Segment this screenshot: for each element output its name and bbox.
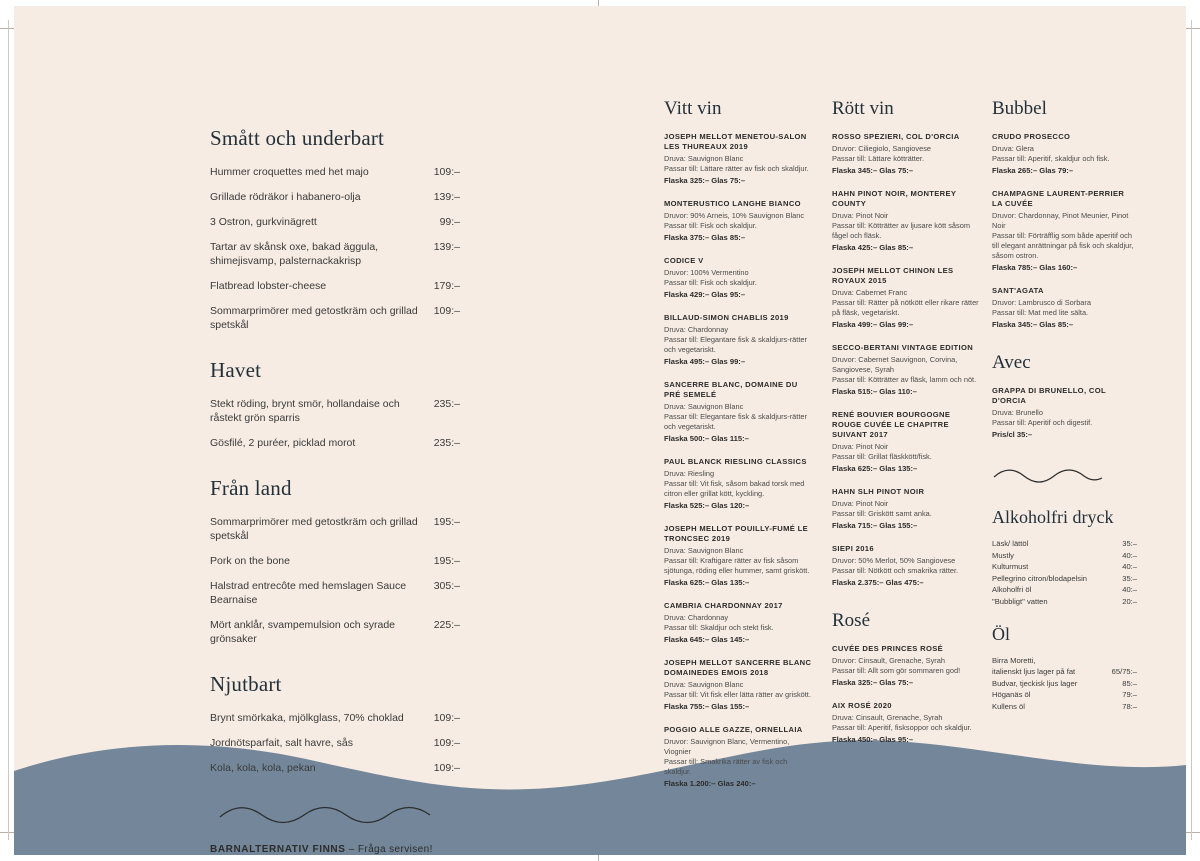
menu-item-price: 109:– bbox=[433, 762, 460, 774]
wine-price: Flaska 500:– Glas 115:– bbox=[664, 434, 749, 443]
wine-grape: Druva: Sauvignon Blanc bbox=[664, 680, 744, 689]
wine-grape: Druva: Pinot Noir bbox=[832, 211, 889, 220]
section-title-rose: Rosé bbox=[832, 610, 870, 631]
wine-grape: Druva: Chardonnay bbox=[664, 325, 729, 334]
wine-price: Flaska 515:– Glas 110:– bbox=[832, 387, 917, 396]
menu-item-name: Sommarprimörer med getostkräm och grillad spetskål bbox=[210, 305, 418, 331]
children-menu-text: – Fråga servisen! bbox=[345, 844, 433, 855]
wine-name: CHAMPAGNE LAURENT-PERRIER LA CUVÉE bbox=[992, 189, 1125, 208]
wine-price: Flaska 715:– Glas 155:– bbox=[832, 521, 918, 530]
beer-row bbox=[992, 678, 1137, 690]
wine-pairing: Passar till: Allt som gör sommaren god! bbox=[832, 666, 961, 675]
drink-name: Mustly bbox=[992, 550, 1014, 560]
menu-item-name: Halstrad entrecôte med hemslagen Sauce Bearnaise bbox=[210, 580, 407, 606]
wine-entry bbox=[832, 644, 980, 688]
wine-name: HAHN PINOT NOIR, MONTEREY COUNTY bbox=[832, 189, 957, 208]
section-title: Havet bbox=[210, 358, 262, 382]
wine-grape: Druva: Pinot Noir bbox=[832, 499, 889, 508]
wine-entry bbox=[992, 132, 1137, 176]
wine-pairing: Passar till: Lättare rätter av fisk och skaldjur. bbox=[664, 164, 809, 173]
wine-entry bbox=[992, 189, 1137, 273]
wine-entry bbox=[992, 286, 1137, 330]
wine-entry bbox=[664, 313, 814, 367]
wine-price: Flaska 625:– Glas 135:– bbox=[832, 464, 918, 473]
wine-pairing: Passar till: Aperitif, skaldjur och fisk. bbox=[992, 154, 1110, 163]
wine-pairing: Passar till: Elegantare fisk & skaldjurs-rätter och vegetariskt. bbox=[664, 335, 807, 354]
wine-grape: Druvor: Cabernet Sauvignon, Corvina, Sangiovese, Syrah bbox=[832, 355, 958, 374]
wine-pairing: Passar till: Kötträtter av fläsk, lamm och nöt. bbox=[832, 375, 977, 384]
wine-entry bbox=[832, 701, 980, 745]
wine-grape: Druva: Pinot Noir bbox=[832, 442, 889, 451]
menu-item bbox=[210, 579, 460, 607]
menu-item-name: Mört anklår, svampemulsion och syrade grönsaker bbox=[210, 619, 395, 645]
section-title: Smått och underbart bbox=[210, 126, 385, 150]
beer-name: italienskt ljus lager på fat bbox=[992, 667, 1076, 677]
wine-grape: Druva: Glera bbox=[992, 144, 1034, 153]
drink-row bbox=[992, 584, 1137, 596]
menu-item-price: 139:– bbox=[433, 241, 460, 253]
wine-pairing: Passar till: Lättare kötträtter. bbox=[832, 154, 925, 163]
red-wine-column bbox=[832, 98, 980, 758]
wine-name: RENÉ BOUVIER BOURGOGNE ROUGE CUVÉE LE CHAPITRE SUIVANT 2017 bbox=[832, 410, 951, 439]
crop-mark-left-edge bbox=[8, 20, 9, 840]
food-column bbox=[210, 126, 460, 855]
beer-price: 79:– bbox=[1122, 690, 1137, 700]
wine-grape: Druvor: Cinsault, Grenache, Syrah bbox=[832, 656, 945, 665]
menu-item bbox=[210, 215, 460, 229]
wine-price: Flaska 325:– Glas 75:– bbox=[832, 678, 914, 687]
drink-price: 20:– bbox=[1122, 596, 1137, 606]
food-section-fran-land bbox=[210, 476, 460, 646]
wine-pairing: Passar till: Vit fisk, såsom bakad torsk med citron eller grillat kött, kyckling. bbox=[664, 479, 805, 498]
beer-name: Budvar, tjeckisk ljus lager bbox=[992, 678, 1078, 688]
wine-name: BILLAUD-SIMON CHABLIS 2019 bbox=[664, 313, 789, 322]
menu-item-price: 225:– bbox=[433, 619, 460, 631]
wine-entry bbox=[832, 343, 980, 397]
wine-entry bbox=[664, 725, 814, 789]
menu-item-name: Jordnötsparfait, salt havre, sås bbox=[210, 737, 353, 749]
menu-item-price: 109:– bbox=[433, 166, 460, 178]
food-section-njutbart bbox=[210, 672, 460, 775]
menu-item bbox=[210, 165, 460, 179]
wine-entry bbox=[664, 601, 814, 645]
beer-price: 65/75:– bbox=[1111, 667, 1137, 677]
wine-price: Flaska 375:– Glas 85:– bbox=[664, 233, 746, 242]
beer-row bbox=[992, 655, 1137, 667]
menu-item-name: 3 Ostron, gurkvinägrett bbox=[210, 216, 317, 228]
wine-grape: Druva: Sauvignon Blanc bbox=[664, 154, 744, 163]
children-menu-label: BARNALTERNATIV FINNS bbox=[210, 844, 346, 855]
section-title-avec: Avec bbox=[992, 352, 1031, 373]
wine-grape: Druva: Riesling bbox=[664, 469, 715, 478]
drink-name: "Bubbligt" vatten bbox=[992, 596, 1048, 606]
menu-item bbox=[210, 736, 460, 750]
wine-entry bbox=[664, 256, 814, 300]
wine-grape: Druva: Sauvignon Blanc bbox=[664, 546, 744, 555]
sparkling-column bbox=[992, 98, 1137, 713]
wine-pairing: Passar till: Fisk och skaldjur. bbox=[664, 278, 757, 287]
beer-name: Kullens öl bbox=[992, 701, 1025, 711]
wine-entry bbox=[832, 132, 980, 176]
menu-item-name: Brynt smörkaka, mjölkglass, 70% choklad bbox=[210, 712, 404, 724]
squiggle-divider-small bbox=[992, 466, 1137, 489]
wine-name: JOSEPH MELLOT SANCERRE BLANC DOMAINEDES EMOIS 2018 bbox=[664, 658, 812, 677]
drink-price: 35:– bbox=[1122, 573, 1137, 583]
wine-name: CODICE V bbox=[664, 256, 704, 265]
menu-item bbox=[210, 304, 460, 332]
wine-name: CAMBRIA CHARDONNAY 2017 bbox=[664, 601, 783, 610]
wine-pairing: Passar till: Skaldjur och stekt fisk. bbox=[664, 623, 774, 632]
squiggle-divider bbox=[218, 803, 460, 830]
wine-pairing: Passar till: Grillat fläskkött/fisk. bbox=[832, 452, 932, 461]
wine-grape: Druvor: Lambrusco di Sorbara bbox=[992, 298, 1091, 307]
wine-name: GRAPPA DI BRUNELLO, COL D'ORCIA bbox=[992, 386, 1106, 405]
wine-grape: Druva: Cabernet Franc bbox=[832, 288, 908, 297]
wine-pairing: Passar till: Vit fisk eller lätta rätter av griskött. bbox=[664, 690, 811, 699]
wine-pairing: Passar till: Griskött samt anka. bbox=[832, 509, 932, 518]
section-title-alkoholfri: Alkoholfri dryck bbox=[992, 507, 1114, 527]
wine-pairing: Passar till: Kötträtter av ljusare kött såsom fågel och fläsk. bbox=[832, 221, 971, 240]
wine-price: Flaska 785:– Glas 160:– bbox=[992, 263, 1078, 272]
wine-price: Flaska 265:– Glas 79:– bbox=[992, 166, 1074, 175]
menu-item-price: 109:– bbox=[433, 737, 460, 749]
crop-mark-right-edge bbox=[1191, 20, 1192, 840]
wine-name: ROSSO SPEZIERI, COL D'ORCIA bbox=[832, 132, 960, 141]
wine-price: Flaska 345:– Glas 75:– bbox=[832, 166, 914, 175]
wine-pairing: Passar till: Rätter på nötkött eller rikare rätter på fläsk, vegetariskt. bbox=[832, 298, 979, 317]
menu-item-price: 179:– bbox=[433, 280, 460, 292]
section-title-ol: Öl bbox=[992, 623, 1010, 644]
wine-price: Flaska 499:– Glas 99:– bbox=[832, 320, 914, 329]
food-section-smatt bbox=[210, 126, 460, 332]
menu-item-price: 195:– bbox=[433, 555, 460, 567]
food-section-havet bbox=[210, 358, 460, 450]
drink-name: Kulturmust bbox=[992, 562, 1029, 572]
wine-pairing: Passar till: Nötkött och smakrika rätter. bbox=[832, 566, 959, 575]
menu-item bbox=[210, 761, 460, 775]
wine-name: JOSEPH MELLOT MENETOU-SALON LES THUREAUX 2019 bbox=[664, 132, 807, 151]
menu-item-name: Tartar av skånsk oxe, bakad äggula, shimejisvamp, palsternackakrisp bbox=[210, 241, 379, 267]
wine-grape: Druva: Brunello bbox=[992, 408, 1043, 417]
menu-item-price: 235:– bbox=[433, 398, 460, 410]
drink-price: 40:– bbox=[1122, 585, 1137, 595]
menu-item-name: Stekt röding, brynt smör, hollandaise och råstekt grön sparris bbox=[210, 398, 400, 424]
wine-pairing: Passar till: Mat med lite sälta. bbox=[992, 308, 1089, 317]
wine-grape: Druva: Chardonnay bbox=[664, 613, 729, 622]
wine-price: Pris/cl 35:– bbox=[992, 430, 1033, 439]
wine-grape: Druvor: Sauvignon Blanc, Vermentino, Viognier bbox=[664, 737, 790, 756]
menu-item-price: 99:– bbox=[439, 216, 460, 228]
drink-name: Pellegrino citron/blodapelsin bbox=[992, 573, 1087, 583]
drink-price: 40:– bbox=[1122, 562, 1137, 572]
drink-name: Alkoholfri öl bbox=[992, 585, 1032, 595]
beer-name: Höganäs öl bbox=[992, 690, 1031, 700]
drink-price: 35:– bbox=[1122, 539, 1137, 548]
beer-price: 85:– bbox=[1122, 678, 1137, 688]
wine-price: Flaska 625:– Glas 135:– bbox=[664, 578, 750, 587]
wine-entry bbox=[664, 132, 814, 186]
menu-item-name: Grillade rödräkor i habanero-olja bbox=[210, 191, 361, 203]
wine-price: Flaska 425:– Glas 85:– bbox=[832, 243, 914, 252]
wine-entry bbox=[664, 380, 814, 444]
menu-item-name: Sommarprimörer med getostkräm och grillad spetskål bbox=[210, 516, 418, 542]
wine-name: SECCO-BERTANI VINTAGE EDITION bbox=[832, 343, 974, 352]
menu-page bbox=[14, 6, 1186, 855]
menu-item-name: Gösfilé, 2 puréer, picklad morot bbox=[210, 437, 356, 449]
wine-pairing: Passar till: Förträfflig som både aperitif och till elegant anrättningar på fisk och skaldjur, såsom ostron. bbox=[992, 231, 1134, 260]
section-title-bubbel: Bubbel bbox=[992, 98, 1047, 119]
wine-name: PAUL BLANCK RIESLING CLASSICS bbox=[664, 457, 807, 466]
section-title: Från land bbox=[210, 476, 292, 500]
wine-entry bbox=[664, 524, 814, 588]
wine-grape: Druvor: 50% Merlot, 50% Sangiovese bbox=[832, 556, 956, 565]
wine-price: Flaska 325:– Glas 75:– bbox=[664, 176, 746, 185]
menu-item-name: Kola, kola, kola, pekan bbox=[210, 762, 316, 774]
wine-name: SANCERRE BLANC, DOMAINE DU PRÉ SEMELÉ bbox=[664, 380, 798, 399]
wine-price: Flaska 645:– Glas 145:– bbox=[664, 635, 750, 644]
wine-grape: Druva: Cinsault, Grenache, Syrah bbox=[832, 713, 943, 722]
wine-entry bbox=[664, 199, 814, 243]
menu-item bbox=[210, 436, 460, 450]
menu-item-price: 139:– bbox=[433, 191, 460, 203]
wine-entry bbox=[832, 266, 980, 330]
wine-name: SIEPI 2016 bbox=[832, 544, 874, 553]
wine-name: MONTERUSTICO LANGHE BIANCO bbox=[664, 199, 801, 208]
children-menu-note bbox=[210, 844, 460, 855]
wine-entry bbox=[832, 544, 980, 588]
menu-item bbox=[210, 279, 460, 293]
wine-grape: Druvor: 100% Vermentino bbox=[664, 268, 749, 277]
wine-pairing: Passar till: Smakrika rätter av fisk och skaldjur. bbox=[664, 757, 788, 776]
menu-item-price: 109:– bbox=[433, 712, 460, 724]
menu-item-price: 195:– bbox=[433, 516, 460, 528]
wine-entry bbox=[832, 487, 980, 531]
menu-item bbox=[210, 554, 460, 568]
wine-entry bbox=[664, 658, 814, 712]
wine-name: SANT'AGATA bbox=[992, 286, 1044, 295]
beer-price: 78:– bbox=[1122, 701, 1137, 711]
wine-name: POGGIO ALLE GAZZE, ORNELLAIA bbox=[664, 725, 803, 734]
wine-pairing: Passar till: Fisk och skaldjur. bbox=[664, 221, 757, 230]
menu-item-price: 109:– bbox=[433, 305, 460, 317]
section-title-rott-vin: Rött vin bbox=[832, 98, 894, 119]
wine-entry bbox=[832, 410, 980, 474]
white-wine-column bbox=[664, 98, 814, 802]
section-title-vitt-vin: Vitt vin bbox=[664, 98, 722, 119]
menu-item bbox=[210, 397, 460, 425]
menu-item-price: 305:– bbox=[433, 580, 460, 592]
menu-item-name: Flatbread lobster-cheese bbox=[210, 280, 327, 292]
menu-item-name: Hummer croquettes med het majo bbox=[210, 166, 369, 178]
wine-grape: Druvor: 90% Arneis, 10% Sauvignon Blanc bbox=[664, 211, 805, 220]
menu-item-name: Pork on the bone bbox=[210, 555, 290, 567]
wine-pairing: Passar till: Aperitif och digestif. bbox=[992, 418, 1093, 427]
menu-item bbox=[210, 711, 460, 725]
beer-row bbox=[992, 689, 1137, 701]
wine-pairing: Passar till: Kraftigare rätter av fisk såsom sjötunga, röding eller hummer, samt griskött. bbox=[664, 556, 810, 575]
wine-name: AIX ROSÉ 2020 bbox=[832, 701, 892, 710]
wine-name: CUVÉE DES PRINCES ROSÉ bbox=[832, 644, 944, 653]
wine-price: Flaska 525:– Glas 120:– bbox=[664, 501, 750, 510]
wine-price: Flaska 755:– Glas 155:– bbox=[664, 702, 750, 711]
drink-price: 40:– bbox=[1122, 550, 1137, 560]
wine-pairing: Passar till: Elegantare fisk & skaldjurs-rätter och vegetariskt. bbox=[664, 412, 807, 431]
menu-item bbox=[210, 618, 460, 646]
wine-price: Flaska 429:– Glas 95:– bbox=[664, 290, 746, 299]
drink-row bbox=[992, 538, 1137, 550]
drink-name: Läsk/ lättöl bbox=[992, 539, 1029, 548]
drink-row bbox=[992, 561, 1137, 573]
menu-item bbox=[210, 515, 460, 543]
wine-pairing: Passar till: Aperitif, fisksoppor och skaldjur. bbox=[832, 723, 972, 732]
menu-item bbox=[210, 240, 460, 268]
beer-row bbox=[992, 701, 1137, 713]
wine-name: HAHN SLH PINOT NOIR bbox=[832, 487, 925, 496]
menu-item bbox=[210, 190, 460, 204]
drink-row bbox=[992, 573, 1137, 585]
wine-name: JOSEPH MELLOT POUILLY-FUMÉ LE TRONCSEC 2019 bbox=[664, 524, 809, 543]
wine-name: CRUDO PROSECCO bbox=[992, 132, 1071, 141]
wine-price: Flaska 450:– Glas 95:– bbox=[832, 735, 914, 744]
wine-entry bbox=[832, 189, 980, 253]
wine-price: Flaska 2.375:– Glas 475:– bbox=[832, 578, 924, 587]
beer-name: Birra Moretti, bbox=[992, 655, 1036, 665]
drink-row bbox=[992, 596, 1137, 608]
wine-price: Flaska 495:– Glas 99:– bbox=[664, 357, 746, 366]
wine-name: JOSEPH MELLOT CHINON LES ROYAUX 2015 bbox=[832, 266, 954, 285]
wine-price: Flaska 345:– Glas 85:– bbox=[992, 320, 1074, 329]
wine-entry bbox=[992, 386, 1137, 440]
wine-grape: Druvor: Ciliegiolo, Sangiovese bbox=[832, 144, 932, 153]
wine-entry bbox=[664, 457, 814, 511]
section-title: Njutbart bbox=[210, 672, 282, 696]
wine-price: Flaska 1.200:– Glas 240:– bbox=[664, 779, 756, 788]
menu-item-price: 235:– bbox=[433, 437, 460, 449]
wine-grape: Druva: Sauvignon Blanc bbox=[664, 402, 744, 411]
wine-grape: Druvor: Chardonnay, Pinot Meunier, Pinot Noir bbox=[992, 211, 1129, 230]
beer-row bbox=[992, 666, 1137, 678]
drink-row bbox=[992, 550, 1137, 562]
